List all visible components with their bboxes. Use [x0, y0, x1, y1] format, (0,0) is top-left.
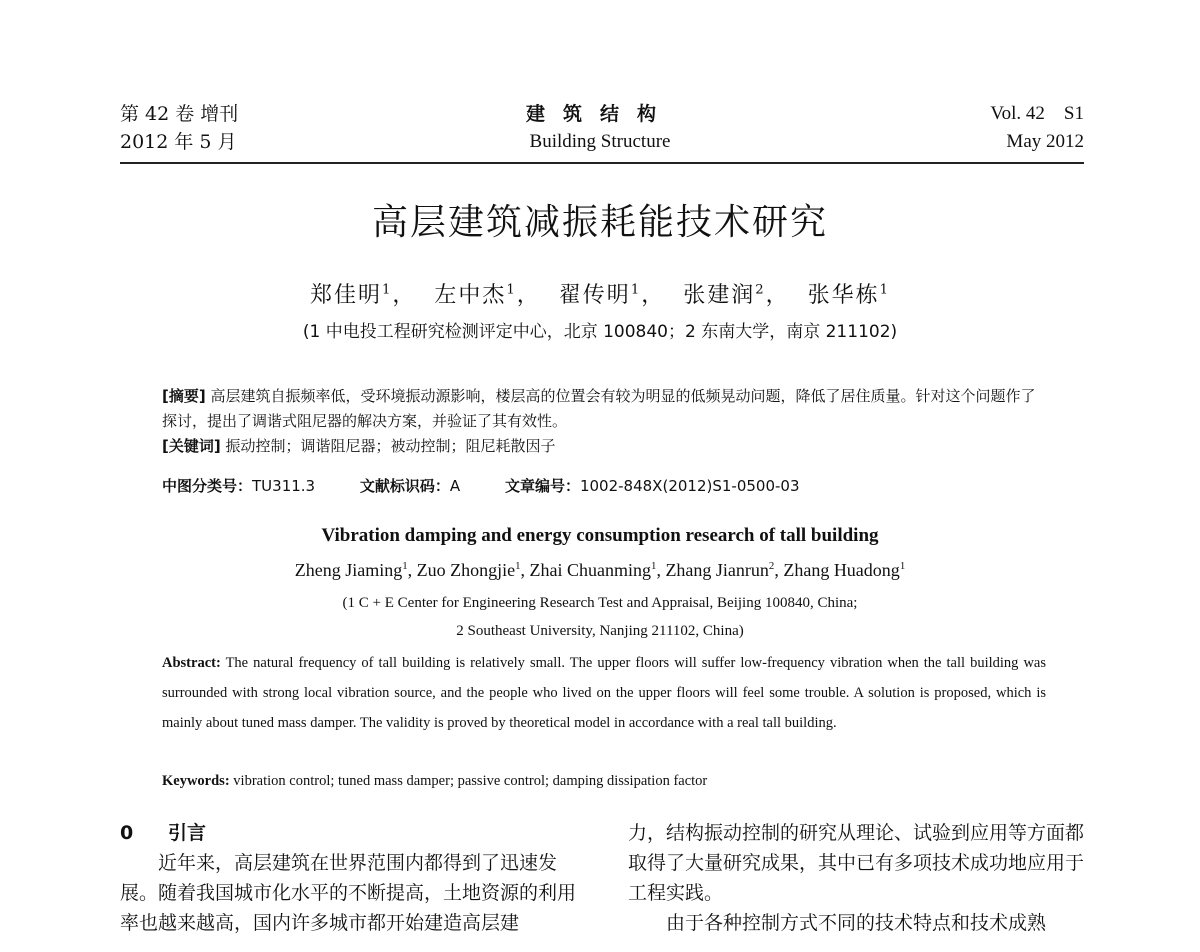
affiliation-cn: (1 中电投工程研究检测评定中心，北京 100840；2 东南大学，南京 211102) — [302, 322, 898, 342]
volume-en: Vol. 42 S1 — [990, 103, 1084, 124]
journal-name-en: Building Structure — [529, 131, 671, 152]
body-paragraph: 由于各种控制方式不同的技术特点和技术成熟 — [666, 912, 1047, 934]
doc-code-label: 文献标识码： — [359, 477, 450, 495]
body-paragraph: 近年来，高层建筑在世界范围内都得到了迅速发展。随着我国城市化水平的不断提高，土地资源的利用率也越来越高，国内许多城市都开始建造高层建 — [120, 852, 577, 934]
issue-volume: 第 42 卷 增刊 — [120, 103, 239, 125]
author-list-en: Zheng Jiaming$^1$, Zuo Zhongjie$^1$, Zhai Chuanming$^1$, Zhang Jianrun$^2$, Zhang Huadong$^1$ — [294, 560, 906, 580]
abstract-en-label: Abstract: — [162, 655, 221, 671]
affiliation-en-line1: (1 C + E Center for Engineering Research Test and Appraisal, Beijing 100840, China; — [342, 595, 858, 611]
keywords-en — [162, 768, 1046, 794]
keywords-cn-label: [关键词] — [162, 437, 221, 455]
author-list-cn: 郑佳明$^1$， 左中杰$^1$， 翟传明$^1$， 张建润$^2$， 张华栋$^1$ — [309, 282, 891, 308]
author-en: Zhai Chuanming$^1$ — [529, 560, 657, 580]
classification-row — [162, 474, 1042, 498]
header-rule — [120, 162, 1084, 164]
keywords-cn-text: 振动控制；调谐阻尼器；被动控制；阻尼耗散因子 — [225, 437, 556, 455]
author-cn: 张建润$^2$ — [683, 282, 766, 308]
author-cn: 翟传明$^1$ — [558, 282, 642, 308]
section-number: 0 — [120, 822, 134, 844]
keywords-cn — [162, 434, 1042, 459]
abstract-cn-label: [摘要] — [162, 387, 206, 405]
author-en: Zhang Jianrun$^2$ — [665, 560, 775, 580]
article-id-value: 1002-848X(2012)S1-0500-03 — [579, 477, 800, 495]
keywords-en-label: Keywords: — [162, 773, 230, 789]
abstract-cn — [162, 384, 1042, 459]
date-en: May 2012 — [1006, 131, 1084, 152]
clc-label: 中图分类号： — [162, 477, 253, 495]
section-title: 引言 — [168, 822, 207, 844]
author-en: Zuo Zhongjie$^1$ — [416, 560, 521, 580]
doc-code-value: A — [449, 477, 461, 495]
abstract-cn-text: 高层建筑自振频率低，受环境振动源影响，楼层高的位置会有较为明显的低频晃动问题，降低了居住质量。针对这个问题作了探讨，提出了调谐式阻尼器的解决方案，并验证了其有效性。 — [162, 387, 1036, 430]
paper-title-en: Vibration damping and energy consumption research of tall building — [321, 525, 879, 546]
affiliation-en-line2: 2 Southeast University, Nanjing 211102, China) — [456, 623, 744, 639]
paper-title-cn: 高层建筑减振耗能技术研究 — [371, 202, 828, 243]
body-paragraph: 力，结构振动控制的研究从理论、试验到应用等方面都取得了大量研究成果，其中已有多项技术成功地应用于工程实践。 — [628, 822, 1085, 904]
abstract-en-text: The natural frequency of tall building is relatively small. The upper floors will suffer low-frequency vibration when the tall building was surrounded with strong local vibration source, and the people who lived on the upper floors will feel some trouble. A solution is proposed, which is mainly about tuned mass damper. The validity is proved by theoretical model in accordance with a real tall building. — [162, 655, 1046, 731]
clc-value: TU311.3 — [252, 477, 316, 495]
keywords-en-text: vibration control; tuned mass damper; passive control; damping dissipation factor — [233, 773, 708, 789]
body-column-right — [628, 818, 1092, 938]
journal-name-cn: 建筑结构 — [525, 103, 674, 125]
author-cn: 左中杰$^1$ — [434, 282, 517, 308]
abstract-en — [162, 648, 1046, 738]
journal-volume-info — [990, 100, 1084, 156]
body-column-left — [120, 818, 590, 938]
author-cn: 郑佳明$^1$ — [309, 282, 393, 308]
author-cn: 张华栋$^1$ — [807, 282, 891, 308]
section-heading — [120, 818, 590, 848]
author-en: Zheng Jiaming$^1$ — [294, 560, 408, 580]
issue-date: 2012 年 5 月 — [120, 131, 237, 153]
author-en: Zhang Huadong$^1$ — [783, 560, 906, 580]
article-id-label: 文章编号： — [504, 477, 580, 495]
